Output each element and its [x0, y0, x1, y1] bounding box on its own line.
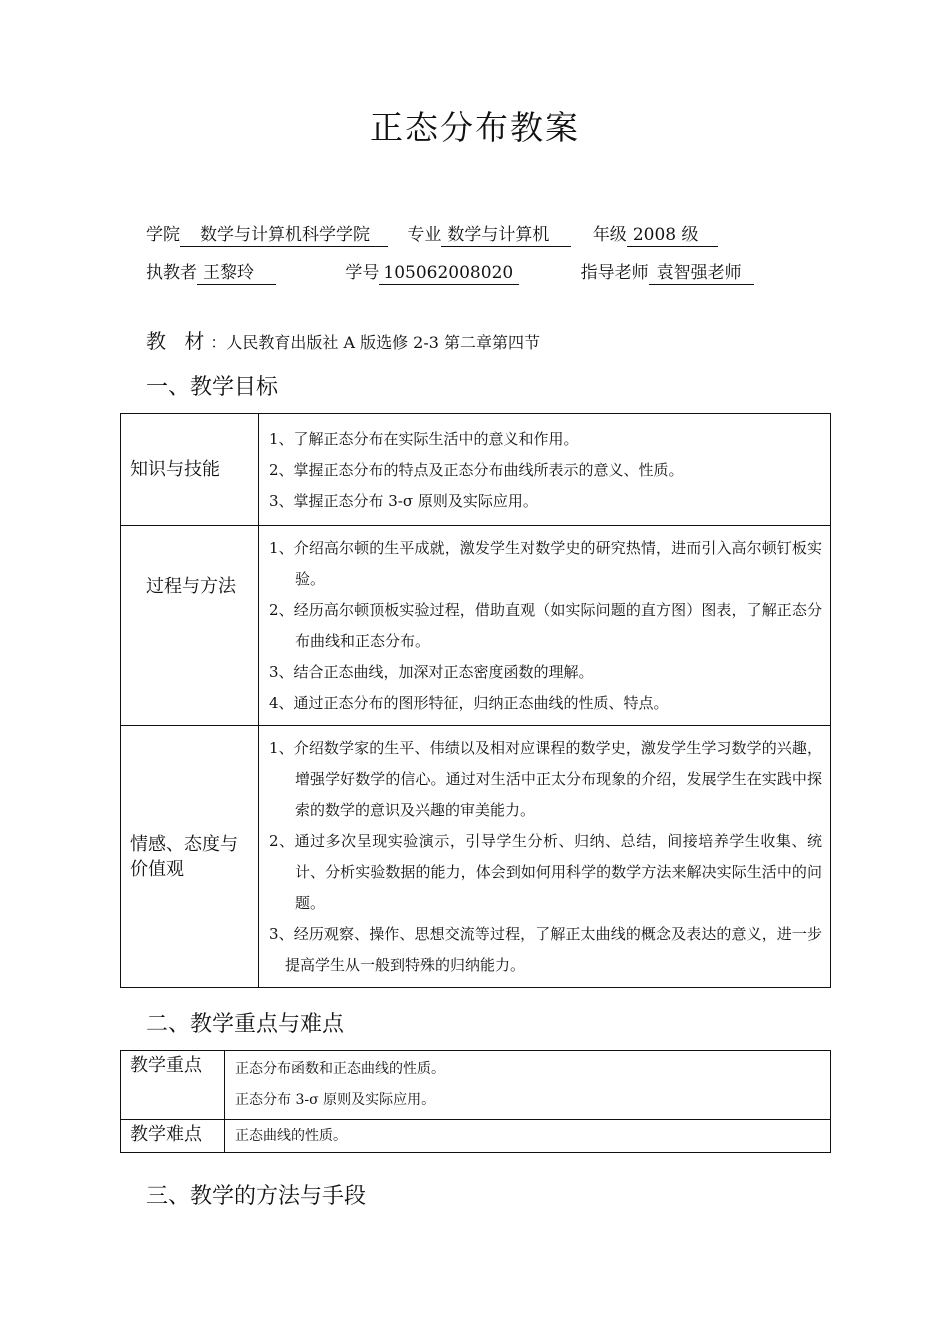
table-row — [121, 526, 831, 726]
list-item: 3、经历观察、操作、思想交流等过程，了解正太曲线的概念及表达的意义，进一步提高学生从一般到特殊的归纳能力。 — [269, 925, 822, 974]
teacher-label: 执教者 — [146, 263, 197, 283]
key-value-cell — [225, 1051, 831, 1120]
items-cell — [259, 726, 831, 988]
college-value: 数学与计算机科学学院 — [180, 225, 388, 247]
student-id-value: 105062008020 — [379, 263, 519, 285]
list-item: 4、通过正态分布的图形特征，归纳正态曲线的性质、特点。 — [269, 694, 669, 712]
major-label: 专业 — [407, 225, 442, 245]
material-label: 教 材 — [146, 329, 211, 353]
items-cell — [259, 526, 831, 726]
table-row — [121, 726, 831, 988]
key-label: 教学重点 — [121, 1051, 225, 1120]
teacher-value: 王黎玲 — [197, 263, 276, 285]
key-label: 教学难点 — [121, 1120, 225, 1153]
grade-label: 年级 — [592, 225, 627, 245]
list-item: 1、介绍数学家的生平、伟绩以及相对应课程的数学史，激发学生学习数学的兴趣，增强学好数学的信心。通过对生活中正太分布现象的介绍，发展学生在实践中探索的数学的意识及兴趣的审美能力。 — [269, 739, 822, 819]
advisor-label: 指导老师 — [580, 263, 649, 283]
header-row-2 — [146, 258, 754, 285]
objectives-table — [120, 413, 831, 988]
key-value-cell — [225, 1120, 831, 1153]
header-row-1 — [146, 220, 718, 247]
page-title: 正态分布教案 — [370, 108, 580, 147]
list-item: 3、结合正态曲线，加深对正态密度函数的理解。 — [269, 663, 594, 681]
student-id-label: 学号 — [345, 263, 380, 283]
items-cell — [259, 414, 831, 526]
list-item: 1、介绍高尔顿的生平成就，激发学生对数学史的研究热情，进而引入高尔顿钉板实验。 — [269, 539, 822, 588]
table-row — [121, 414, 831, 526]
category-cell: 情感、态度与价值观 — [121, 726, 259, 988]
section-heading-objectives: 一、教学目标 — [146, 375, 279, 400]
list-item: 1、了解正态分布在实际生活中的意义和作用。 — [269, 429, 579, 448]
category-cell: 知识与技能 — [121, 414, 259, 526]
list-item: 正态分布 3-σ 原则及实际应用。 — [235, 1092, 436, 1108]
advisor-value: 袁智强老师 — [649, 263, 754, 285]
material-text: ：人民教育出版社 A 版选修 2-3 第二章第四节 — [210, 333, 541, 352]
list-item: 正态曲线的性质。 — [235, 1128, 347, 1144]
major-value: 数学与计算机 — [441, 225, 571, 247]
section-heading-key-points: 二、教学重点与难点 — [146, 1012, 345, 1037]
list-item: 3、掌握正态分布 3-σ 原则及实际应用。 — [269, 491, 538, 510]
category-cell: 过程与方法 — [121, 526, 259, 726]
college-label: 学院 — [146, 225, 180, 245]
table-row — [121, 1120, 831, 1153]
section-heading-methods: 三、教学的方法与手段 — [146, 1184, 367, 1209]
grade-value: 2008 级 — [627, 225, 719, 247]
list-item: 正态分布函数和正态曲线的性质。 — [235, 1061, 445, 1077]
list-item: 2、通过多次呈现实验演示，引导学生分析、归纳、总结，间接培养学生收集、统计、分析实验数据的能力，体会到如何用科学的数学方法来解决实际生活中的问题。 — [269, 832, 822, 912]
key-points-table — [120, 1050, 831, 1153]
list-item: 2、掌握正态分布的特点及正态分布曲线所表示的意义、性质。 — [269, 460, 684, 479]
table-row — [121, 1051, 831, 1120]
material-line — [146, 325, 540, 354]
list-item: 2、经历高尔顿顶板实验过程，借助直观（如实际问题的直方图）图表，了解正态分布曲线和正态分布。 — [269, 601, 822, 650]
